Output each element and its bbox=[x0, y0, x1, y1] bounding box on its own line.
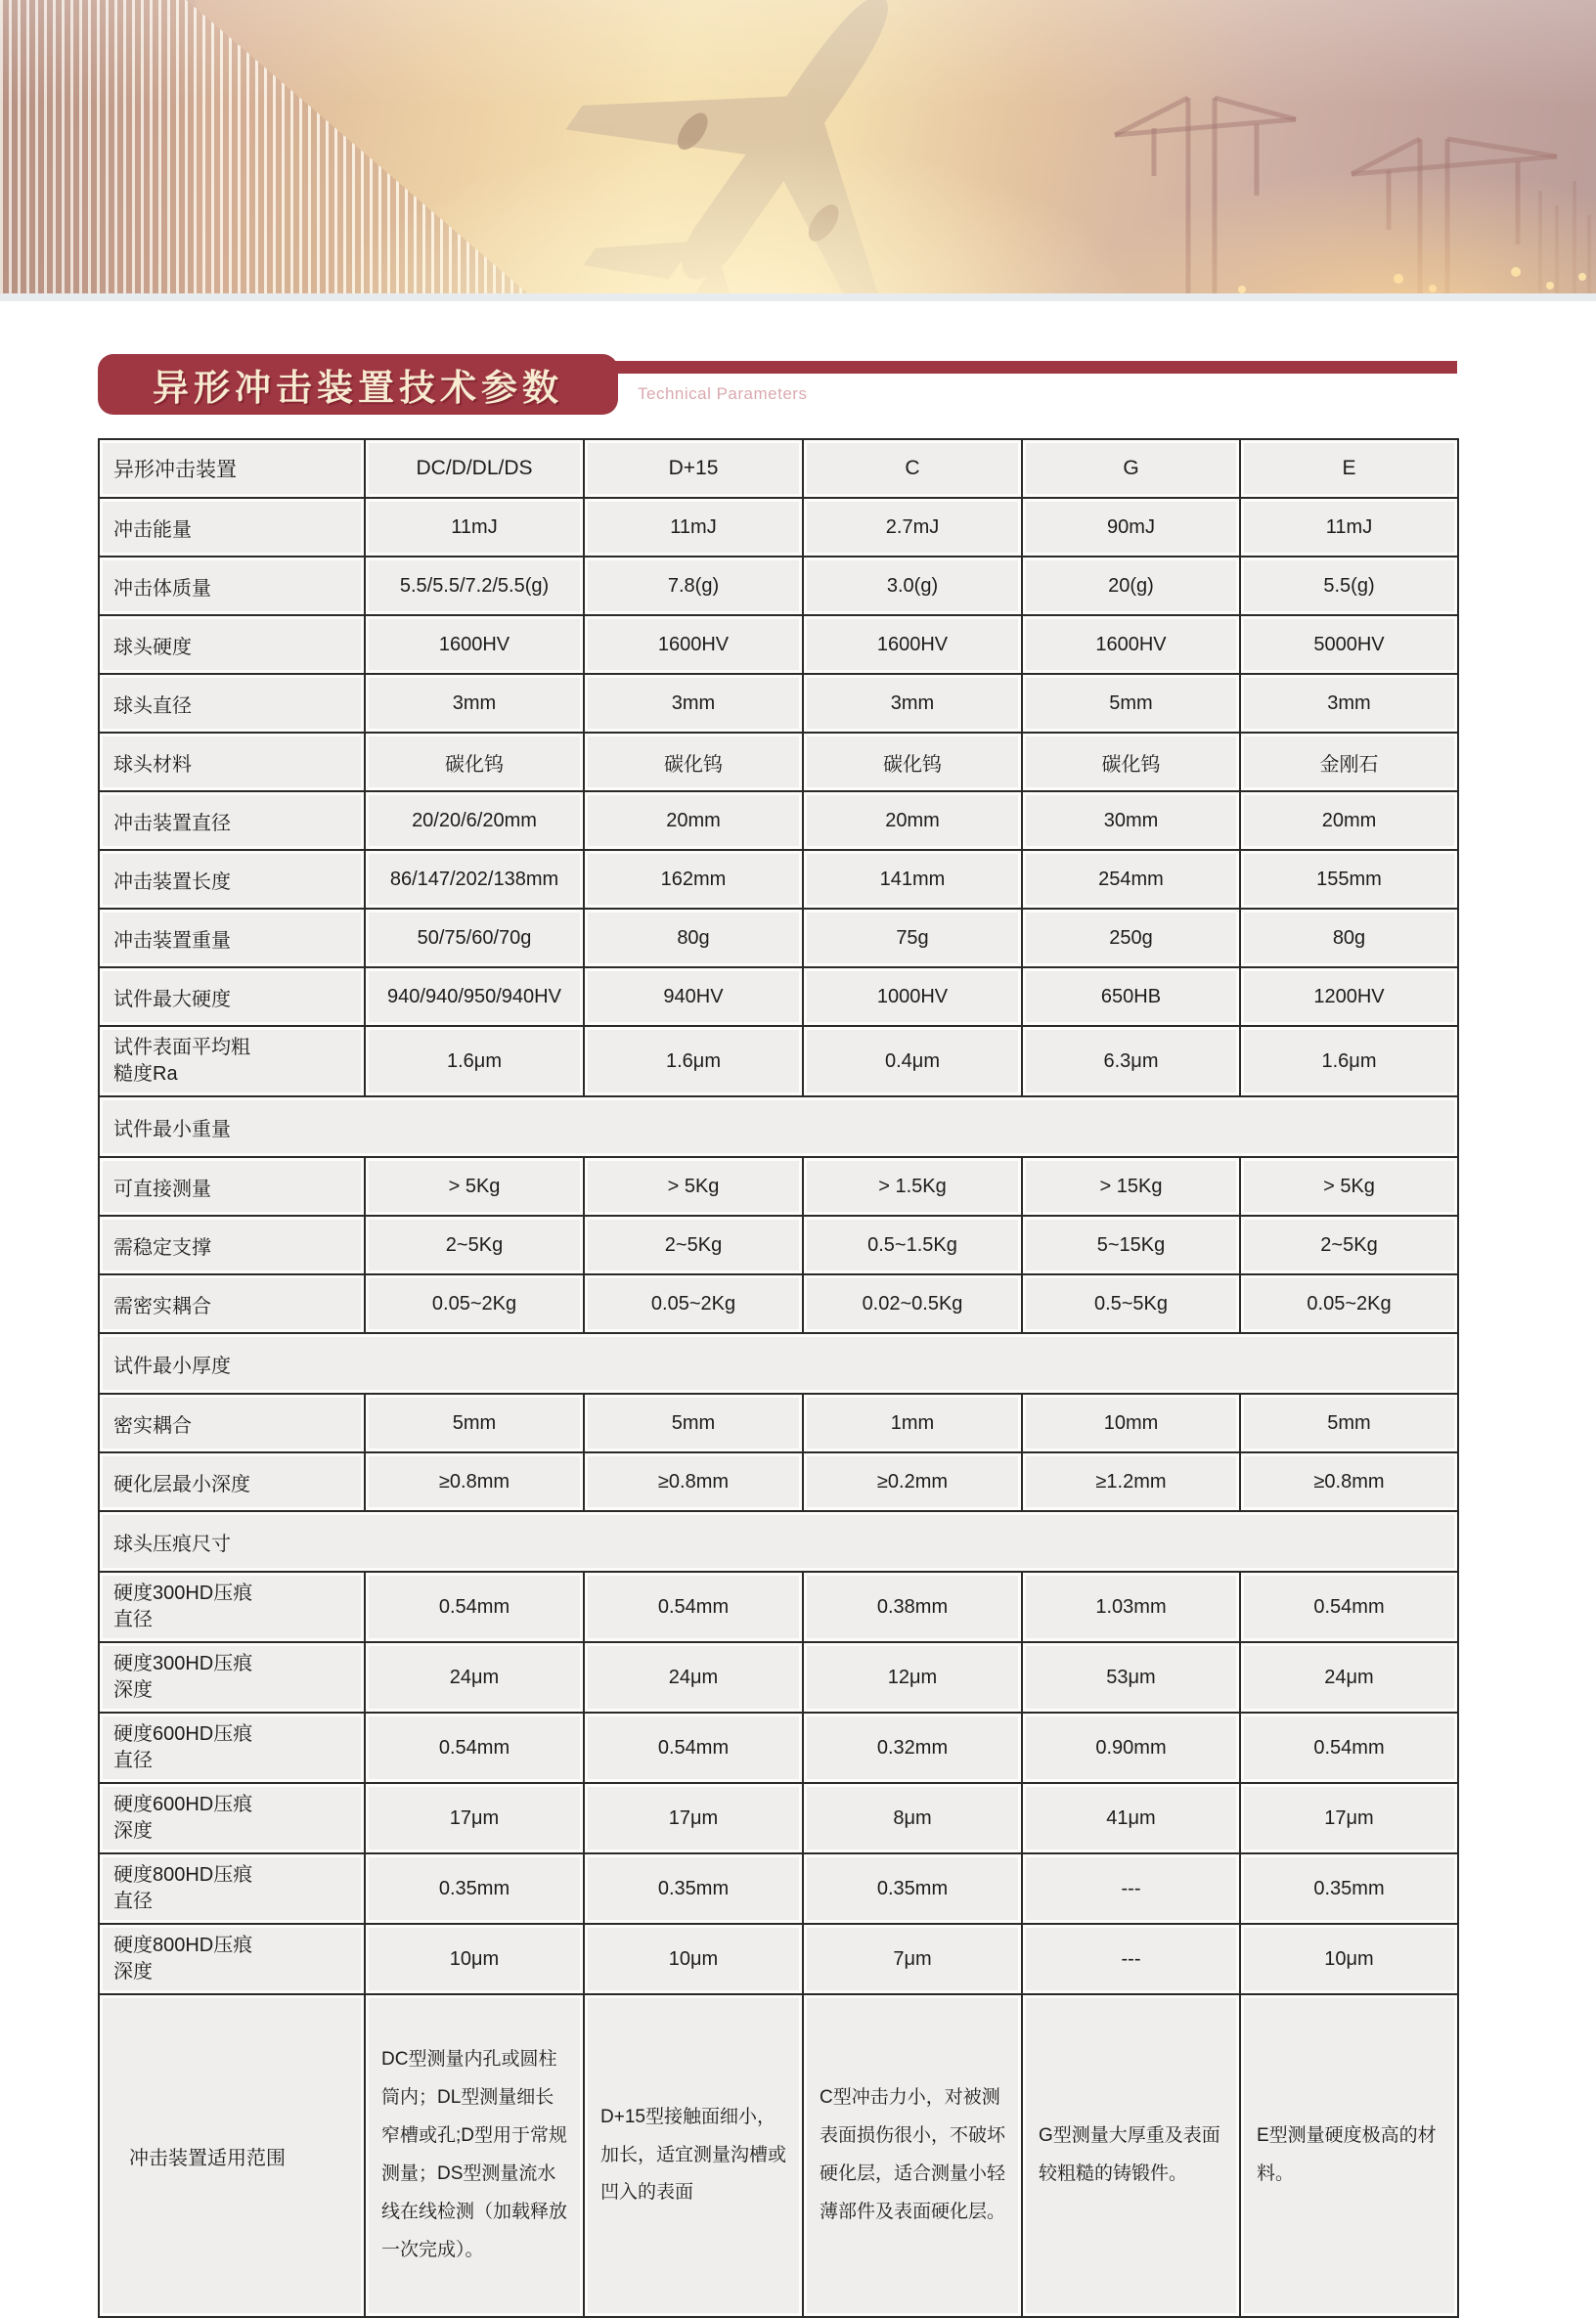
value-cell: 1.03mm bbox=[1022, 1572, 1240, 1642]
value-cell: 80g bbox=[584, 909, 803, 967]
value-cell: 7.8(g) bbox=[584, 557, 803, 615]
value-cell: 1600HV bbox=[365, 615, 584, 674]
value-cell: 5mm bbox=[365, 1394, 584, 1452]
row-label-text: 硬度300HD压痕深度 bbox=[113, 1653, 253, 1701]
row-label-cell: 硬化层最小深度 bbox=[99, 1452, 365, 1511]
value-cell: 24μm bbox=[365, 1642, 584, 1713]
value-cell: 12μm bbox=[803, 1642, 1022, 1713]
value-cell: 254mm bbox=[1022, 850, 1240, 909]
value-cell: 碳化钨 bbox=[1022, 733, 1240, 791]
value-cell: 50/75/60/70g bbox=[365, 909, 584, 967]
value-cell: 0.54mm bbox=[584, 1572, 803, 1642]
table-row bbox=[99, 498, 1458, 557]
row-label-cell: 冲击装置直径 bbox=[99, 791, 365, 850]
row-label-text: 试件表面平均粗糙度Ra bbox=[113, 1037, 250, 1085]
table-row bbox=[99, 1394, 1458, 1452]
value-cell: 155mm bbox=[1240, 850, 1458, 909]
value-cell: 2~5Kg bbox=[1240, 1216, 1458, 1274]
value-cell: 11mJ bbox=[584, 498, 803, 557]
value-cell: 1mm bbox=[803, 1394, 1022, 1452]
value-cell: 0.05~2Kg bbox=[365, 1274, 584, 1333]
value-cell: 5.5/5.5/7.2/5.5(g) bbox=[365, 557, 584, 615]
value-cell: 0.35mm bbox=[365, 1853, 584, 1924]
value-cell: 1.6μm bbox=[1240, 1026, 1458, 1096]
value-cell: 17μm bbox=[1240, 1783, 1458, 1853]
value-cell: 5mm bbox=[1022, 674, 1240, 733]
table-row bbox=[99, 850, 1458, 909]
value-cell: 940HV bbox=[584, 967, 803, 1026]
value-cell: 90mJ bbox=[1022, 498, 1240, 557]
value-cell: 5000HV bbox=[1240, 615, 1458, 674]
table-row bbox=[99, 557, 1458, 615]
value-cell: 2~5Kg bbox=[365, 1216, 584, 1274]
value-cell: 1.6μm bbox=[584, 1026, 803, 1096]
row-label-cell bbox=[99, 1713, 365, 1783]
row-label-cell: 球头直径 bbox=[99, 674, 365, 733]
value-cell: 86/147/202/138mm bbox=[365, 850, 584, 909]
value-cell: 碳化钨 bbox=[803, 733, 1022, 791]
section-header-row bbox=[99, 1096, 1458, 1157]
value-cell: 20mm bbox=[1240, 791, 1458, 850]
table-row bbox=[99, 674, 1458, 733]
value-cell: G型测量大厚重及表面较粗糙的铸锻件。 bbox=[1022, 1994, 1240, 2317]
value-cell: --- bbox=[1022, 1924, 1240, 1994]
title-banner bbox=[98, 354, 618, 415]
value-cell: 20(g) bbox=[1022, 557, 1240, 615]
value-cell: 0.54mm bbox=[1240, 1572, 1458, 1642]
column-header-cell: E bbox=[1240, 439, 1458, 498]
value-cell: 5mm bbox=[584, 1394, 803, 1452]
table-row bbox=[99, 1713, 1458, 1783]
table-row bbox=[99, 1452, 1458, 1511]
value-cell: 75g bbox=[803, 909, 1022, 967]
value-cell: 3mm bbox=[1240, 674, 1458, 733]
row-label-text: 硬度600HD压痕直径 bbox=[113, 1723, 253, 1771]
value-cell: 250g bbox=[1022, 909, 1240, 967]
value-cell: 3mm bbox=[365, 674, 584, 733]
row-label-cell: 试件最大硬度 bbox=[99, 967, 365, 1026]
page-subtitle: Technical Parameters bbox=[638, 384, 808, 403]
value-cell: ≥0.2mm bbox=[803, 1452, 1022, 1511]
value-cell: 7μm bbox=[803, 1924, 1022, 1994]
value-cell: 0.35mm bbox=[803, 1853, 1022, 1924]
value-cell: ≥0.8mm bbox=[1240, 1452, 1458, 1511]
row-label-text: 硬度300HD压痕直径 bbox=[113, 1582, 253, 1630]
value-cell: 1600HV bbox=[1022, 615, 1240, 674]
table-header-row bbox=[99, 439, 1458, 498]
value-cell: 0.5~5Kg bbox=[1022, 1274, 1240, 1333]
value-cell: 碳化钨 bbox=[365, 733, 584, 791]
section-label-cell: 试件最小重量 bbox=[99, 1096, 1458, 1157]
table-row bbox=[99, 1274, 1458, 1333]
value-cell: 650HB bbox=[1022, 967, 1240, 1026]
value-cell: 0.90mm bbox=[1022, 1713, 1240, 1783]
table-row bbox=[99, 1642, 1458, 1713]
value-cell: 24μm bbox=[584, 1642, 803, 1713]
value-cell: 5~15Kg bbox=[1022, 1216, 1240, 1274]
value-cell: D+15型接触面细小，加长，适宜测量沟槽或凹入的表面 bbox=[584, 1994, 803, 2317]
value-cell: > 5Kg bbox=[365, 1157, 584, 1216]
value-cell: 17μm bbox=[365, 1783, 584, 1853]
value-cell: 2~5Kg bbox=[584, 1216, 803, 1274]
value-cell: 20/20/6/20mm bbox=[365, 791, 584, 850]
value-cell: 11mJ bbox=[1240, 498, 1458, 557]
value-cell: 0.38mm bbox=[803, 1572, 1022, 1642]
corner-header-cell: 异形冲击装置 bbox=[99, 439, 365, 498]
row-label-cell: 球头硬度 bbox=[99, 615, 365, 674]
column-header-cell: C bbox=[803, 439, 1022, 498]
photo-bottom-strip bbox=[0, 293, 1596, 301]
value-cell: ≥0.8mm bbox=[584, 1452, 803, 1511]
photo-glow bbox=[0, 0, 1596, 301]
value-cell: 0.54mm bbox=[584, 1713, 803, 1783]
value-cell: 0.05~2Kg bbox=[1240, 1274, 1458, 1333]
value-cell: 0.54mm bbox=[1240, 1713, 1458, 1783]
column-header-cell: DC/D/DL/DS bbox=[365, 439, 584, 498]
value-cell: 0.05~2Kg bbox=[584, 1274, 803, 1333]
section-label-cell: 球头压痕尺寸 bbox=[99, 1511, 1458, 1572]
row-label-cell: 密实耦合 bbox=[99, 1394, 365, 1452]
value-cell: 10μm bbox=[365, 1924, 584, 1994]
value-cell: 1600HV bbox=[584, 615, 803, 674]
value-cell: 金刚石 bbox=[1240, 733, 1458, 791]
row-label-text: 硬度800HD压痕深度 bbox=[113, 1935, 253, 1983]
table-row bbox=[99, 909, 1458, 967]
section-label-cell: 试件最小厚度 bbox=[99, 1333, 1458, 1394]
row-label-cell: 冲击体质量 bbox=[99, 557, 365, 615]
value-cell: 5.5(g) bbox=[1240, 557, 1458, 615]
page-title: 异形冲击装置技术参数 bbox=[153, 368, 563, 408]
row-label-cell bbox=[99, 1572, 365, 1642]
row-label-cell: 需密实耦合 bbox=[99, 1274, 365, 1333]
row-label-cell: 球头材料 bbox=[99, 733, 365, 791]
value-cell: 20mm bbox=[584, 791, 803, 850]
value-cell: E型测量硬度极高的材料。 bbox=[1240, 1994, 1458, 2317]
row-label-cell: 需稳定支撑 bbox=[99, 1216, 365, 1274]
row-label-cell bbox=[99, 1853, 365, 1924]
table-row bbox=[99, 1924, 1458, 1994]
row-label-cell: 冲击装置长度 bbox=[99, 850, 365, 909]
value-cell: 10μm bbox=[1240, 1924, 1458, 1994]
column-header-cell: G bbox=[1022, 439, 1240, 498]
column-header-cell: D+15 bbox=[584, 439, 803, 498]
header-photo bbox=[0, 0, 1596, 301]
row-label-text: 硬度600HD压痕深度 bbox=[113, 1794, 253, 1842]
row-label-cell: 冲击装置重量 bbox=[99, 909, 365, 967]
value-cell: > 1.5Kg bbox=[803, 1157, 1022, 1216]
value-cell: 1600HV bbox=[803, 615, 1022, 674]
value-cell: 1000HV bbox=[803, 967, 1022, 1026]
table-row bbox=[99, 733, 1458, 791]
row-label-cell: 冲击装置适用范围 bbox=[99, 1994, 365, 2317]
value-cell: 162mm bbox=[584, 850, 803, 909]
value-cell: ≥1.2mm bbox=[1022, 1452, 1240, 1511]
table-row bbox=[99, 1216, 1458, 1274]
row-label-cell bbox=[99, 1642, 365, 1713]
table-row bbox=[99, 1572, 1458, 1642]
value-cell: ≥0.8mm bbox=[365, 1452, 584, 1511]
value-cell: 0.35mm bbox=[584, 1853, 803, 1924]
table-row bbox=[99, 1026, 1458, 1096]
value-cell: 0.54mm bbox=[365, 1713, 584, 1783]
usage-row bbox=[99, 1994, 1458, 2317]
value-cell: 53μm bbox=[1022, 1642, 1240, 1713]
value-cell: 0.32mm bbox=[803, 1713, 1022, 1783]
parameters-table-wrapper bbox=[98, 438, 1457, 2318]
table-row bbox=[99, 791, 1458, 850]
value-cell: 3mm bbox=[803, 674, 1022, 733]
value-cell: DC型测量内孔或圆柱筒内；DL型测量细长窄槽或孔;D型用于常规测量；DS型测量流水线在线检测（加载释放一次完成）。 bbox=[365, 1994, 584, 2317]
value-cell: 1.6μm bbox=[365, 1026, 584, 1096]
value-cell: 141mm bbox=[803, 850, 1022, 909]
value-cell: 20mm bbox=[803, 791, 1022, 850]
table-row bbox=[99, 1853, 1458, 1924]
row-label-cell bbox=[99, 1783, 365, 1853]
value-cell: --- bbox=[1022, 1853, 1240, 1924]
value-cell: 17μm bbox=[584, 1783, 803, 1853]
value-cell: 3mm bbox=[584, 674, 803, 733]
value-cell: 6.3μm bbox=[1022, 1026, 1240, 1096]
value-cell: 940/940/950/940HV bbox=[365, 967, 584, 1026]
value-cell: 5mm bbox=[1240, 1394, 1458, 1452]
value-cell: 3.0(g) bbox=[803, 557, 1022, 615]
value-cell: > 5Kg bbox=[584, 1157, 803, 1216]
value-cell: 30mm bbox=[1022, 791, 1240, 850]
row-label-cell bbox=[99, 1924, 365, 1994]
row-label-cell: 可直接测量 bbox=[99, 1157, 365, 1216]
row-label-cell: 冲击能量 bbox=[99, 498, 365, 557]
table-row bbox=[99, 1157, 1458, 1216]
value-cell: 8μm bbox=[803, 1783, 1022, 1853]
value-cell: 11mJ bbox=[365, 498, 584, 557]
value-cell: 10μm bbox=[584, 1924, 803, 1994]
value-cell: 80g bbox=[1240, 909, 1458, 967]
banner-extension-bar bbox=[587, 361, 1457, 374]
section-header-row bbox=[99, 1333, 1458, 1394]
value-cell: C型冲击力小，对被测表面损伤很小，不破坏硬化层，适合测量小轻薄部件及表面硬化层。 bbox=[803, 1994, 1022, 2317]
table-row bbox=[99, 967, 1458, 1026]
value-cell: 2.7mJ bbox=[803, 498, 1022, 557]
value-cell: 0.02~0.5Kg bbox=[803, 1274, 1022, 1333]
value-cell: 0.4μm bbox=[803, 1026, 1022, 1096]
section-header-row bbox=[99, 1511, 1458, 1572]
value-cell: 0.35mm bbox=[1240, 1853, 1458, 1924]
value-cell: 1200HV bbox=[1240, 967, 1458, 1026]
value-cell: 24μm bbox=[1240, 1642, 1458, 1713]
value-cell: 0.54mm bbox=[365, 1572, 584, 1642]
value-cell: 碳化钨 bbox=[584, 733, 803, 791]
value-cell: > 15Kg bbox=[1022, 1157, 1240, 1216]
row-label-cell bbox=[99, 1026, 365, 1096]
parameters-table bbox=[98, 438, 1459, 2318]
value-cell: 10mm bbox=[1022, 1394, 1240, 1452]
value-cell: 0.5~1.5Kg bbox=[803, 1216, 1022, 1274]
table-row bbox=[99, 1783, 1458, 1853]
row-label-text: 硬度800HD压痕直径 bbox=[113, 1864, 253, 1912]
value-cell: 41μm bbox=[1022, 1783, 1240, 1853]
value-cell: > 5Kg bbox=[1240, 1157, 1458, 1216]
table-row bbox=[99, 615, 1458, 674]
